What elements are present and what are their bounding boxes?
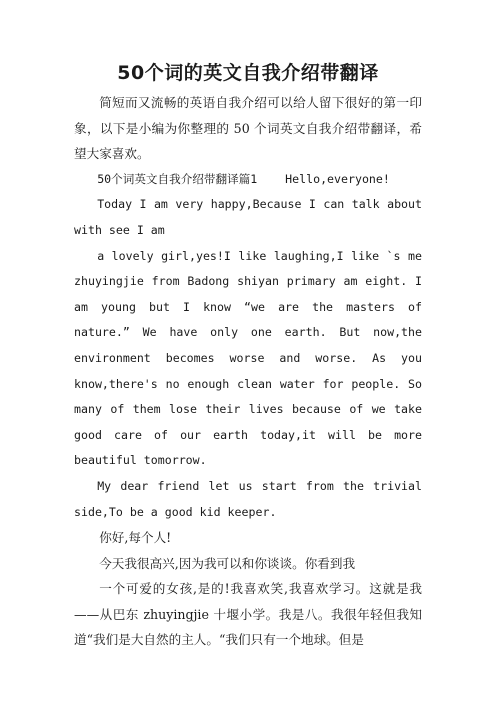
chinese-paragraph-3: 一个可爱的女孩,是的!我喜欢笑,我喜欢学习。这就是我——从巴东 zhuyingjie 十堰小学。我是八。我很年轻但我知道“我们是大自然的主人。“我们只有一个地球。但是 [74,581,422,648]
english-paragraph-1: Today I am very happy,Because I can talk about with see I am [74,197,422,237]
chinese-paragraph-2: 今天我很高兴,因为我可以和你谈谈。你看到我 [99,555,356,571]
chinese-paragraph-1: 你好,每个人! [99,530,172,546]
english-paragraph-2: a lovely girl,yes!I like laughing,I like `s me zhuyingjie from Badong shiyan primary am eight. I am young but I know “we are the masters of nature.” We have only one earth. But now,the environment becomes worse and worse. As you know,there's no enough clean water for people. So many of them lose their lives because of we take good care of our earth today,it will be more beautiful tomorrow. [74,248,422,468]
intro-paragraph: 简短而又流畅的英语自我介绍可以给人留下很好的第一印象，以下是小编为你整理的 50 个词英文自我介绍带翻译，希望大家喜欢。 [74,95,422,162]
document-title: 50个词的英文自我介绍带翻译 [117,62,379,84]
english-paragraph-3: My dear friend let us start from the trivial side,To be a good kid keeper. [74,478,422,519]
document-body [74,90,422,653]
section-heading-paragraph: 50个词英文自我介绍带翻译篇1 Hello,everyone! [97,171,390,186]
